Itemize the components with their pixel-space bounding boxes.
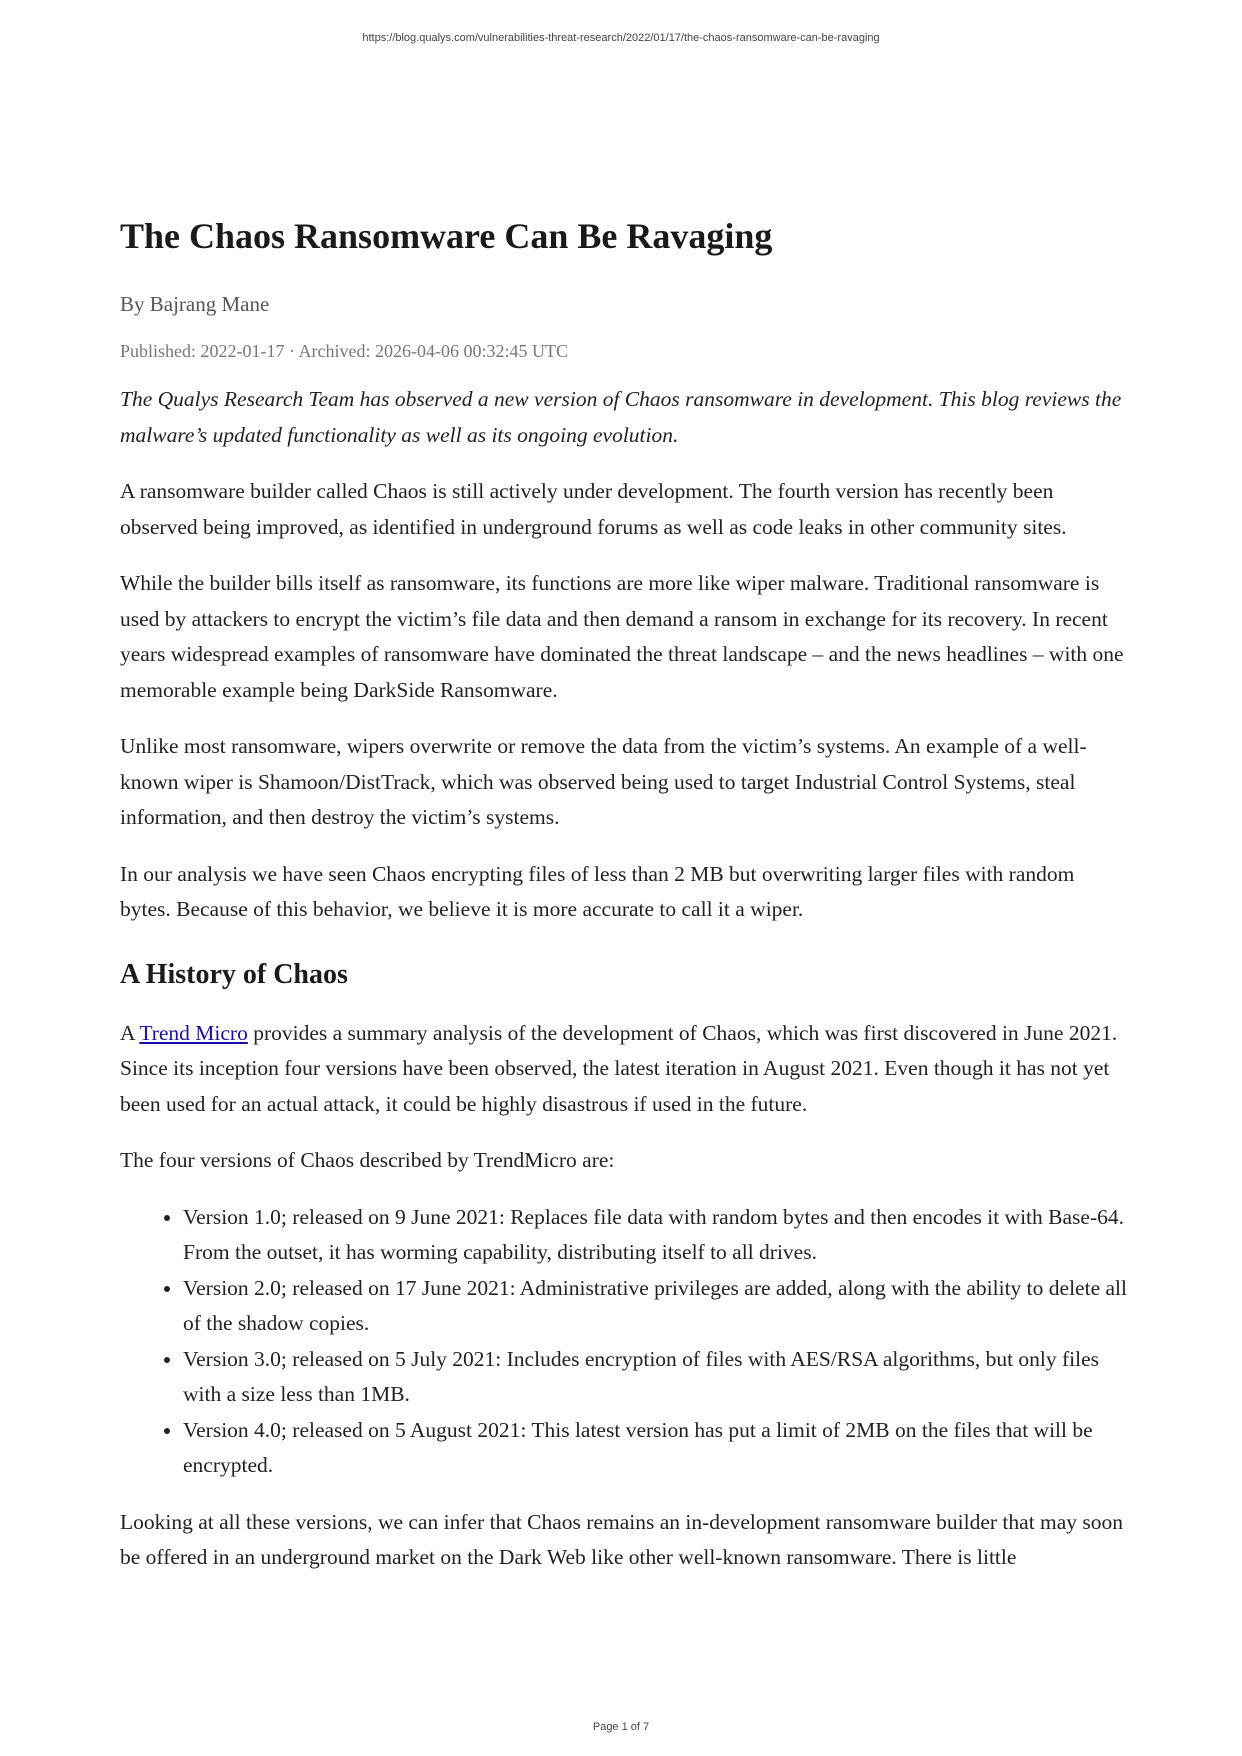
paragraph: In our analysis we have seen Chaos encrypting files of less than 2 MB but overwriting larger files with random bytes. Because of this behavior, we believe it is more accurate to call it a wiper. [120, 861, 1075, 921]
text: provides a summary analysis of the development of Chaos, which was first discovered in June 2021. Since its inception four versions have been observed, the latest iteration in August 2021. Even though it has not yet been used for an actual attack, it could be highly disastrous if used in the future. [120, 1020, 1118, 1116]
page-number: Page 1 of 7 [592, 1721, 650, 1733]
history-paragraph [120, 1016, 1130, 1123]
list-item: • Version 2.0; released on 17 June 2021: Administrative privileges are added, along with the ability to delete all of the shadow copies. [183, 1271, 1130, 1342]
list-item: • Version 4.0; released on 5 August 2021: This latest version has put a limit of 2MB on the files that will be encrypted. [183, 1413, 1130, 1484]
paragraph: The four versions of Chaos described by TrendMicro are: [120, 1148, 615, 1172]
article [120, 212, 1130, 1597]
page-url: https://blog.qualys.com/vulnerabilities-threat-research/2022/01/17/the-chaos-ransomware-can-be-ravaging [362, 32, 880, 44]
list-item: • Version 3.0; released on 5 July 2021: Includes encryption of files with AES/RSA algorithms, but only files with a size less than 1MB. [183, 1342, 1130, 1413]
paragraph: Looking at all these versions, we can infer that Chaos remains an in-development ransomware builder that may soon be offered in an underground market on the Dark Web like other well-known ransomware. There is little [120, 1509, 1124, 1569]
trend-micro-link[interactable]: Trend Micro [139, 1020, 248, 1045]
text: A [120, 1020, 140, 1045]
article-title: The Chaos Ransomware Can Be Ravaging [120, 216, 773, 256]
paragraph: A ransomware builder called Chaos is still actively under development. The fourth version has recently been observed being improved, as identified in underground forums as well as code leaks in other community sites. [120, 479, 1067, 539]
publish-meta: Published: 2022-01-17 · Archived: 2026-04-06 00:32:45 UTC [120, 341, 568, 361]
section-heading: A History of Chaos [120, 958, 348, 990]
lead-paragraph: The Qualys Research Team has observed a new version of Chaos ransomware in development. This blog reviews the malware’s updated functionality as well as its ongoing evolution. [120, 387, 1122, 447]
list-item: • Version 1.0; released on 9 June 2021: Replaces file data with random bytes and then encodes it with Base-64. From the outset, it has worming capability, distributing itself to all drives. [183, 1200, 1130, 1271]
versions-list [120, 1200, 1130, 1484]
byline: By Bajrang Mane [120, 292, 270, 316]
paragraph: Unlike most ransomware, wipers overwrite or remove the data from the victim’s systems. An example of a well-known wiper is Shamoon/DistTrack, which was observed being used to target Industrial Control Systems, steal information, and then destroy the victim’s systems. [120, 734, 1087, 829]
paragraph: While the builder bills itself as ransomware, its functions are more like wiper malware. Traditional ransomware is used by attackers to encrypt the victim’s file data and then demand a ransom in exchange for its recovery. In recent years widespread examples of ransomware have dominated the threat landscape – and the news headlines – with one memorable example being DarkSide Ransomware. [120, 571, 1124, 702]
